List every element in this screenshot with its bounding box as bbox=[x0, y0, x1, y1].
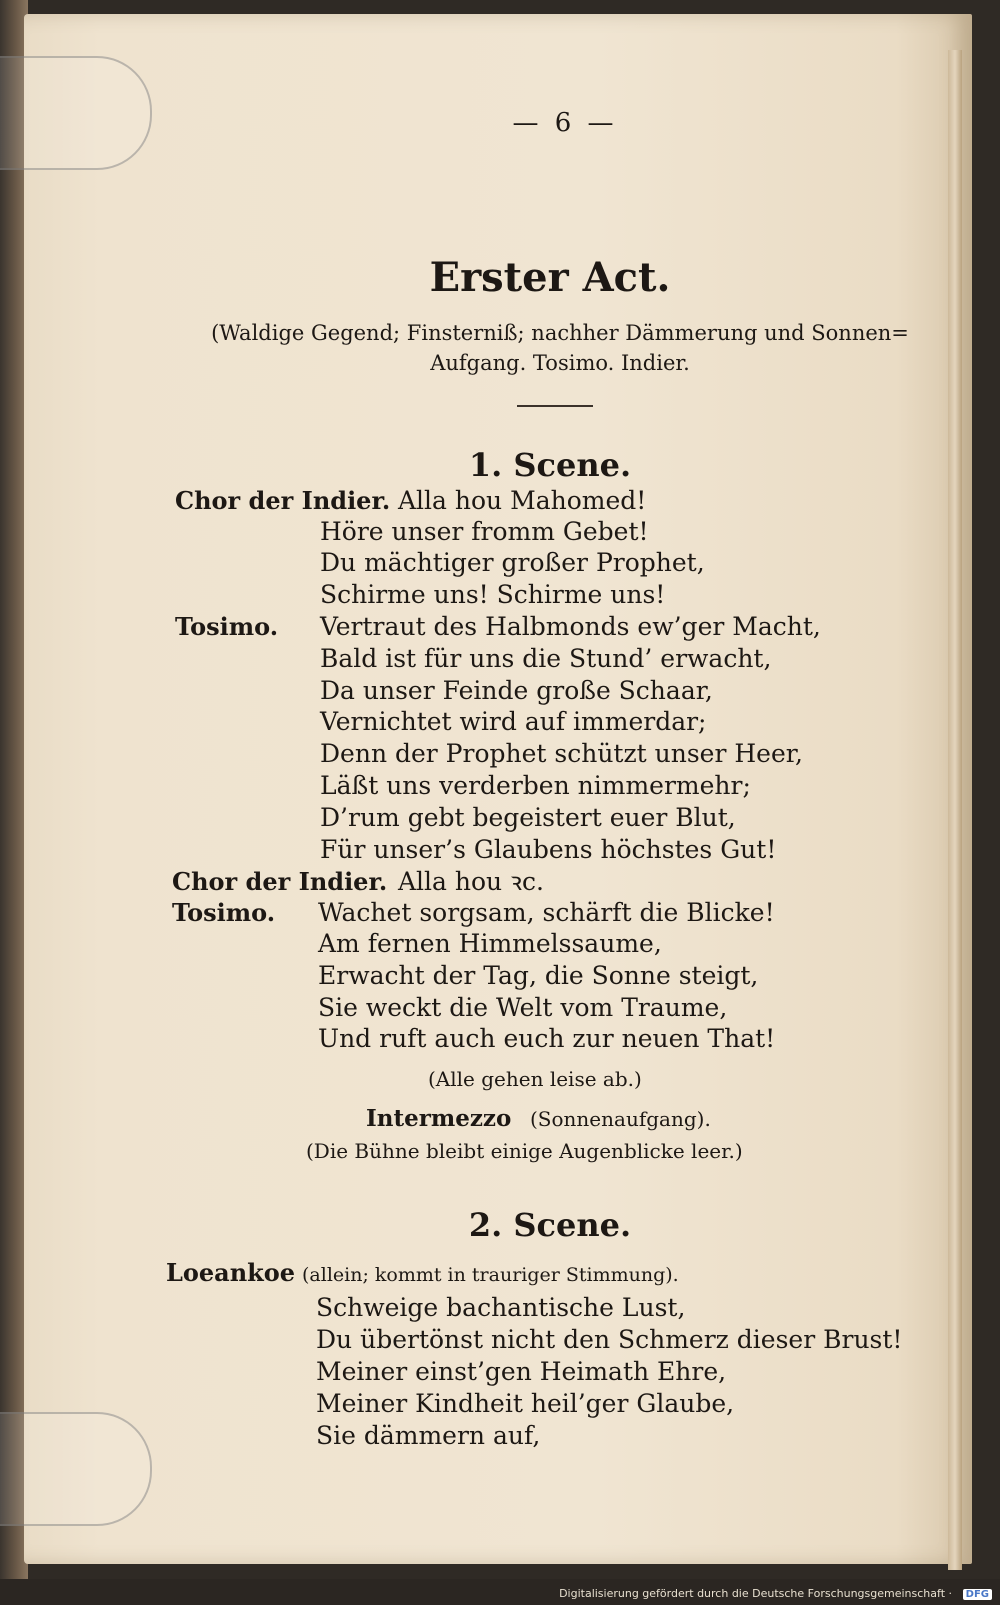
verse-line: Höre unser fromm Gebet! bbox=[320, 517, 649, 546]
verse-line: Meiner Kindheit heil’ger Glaube, bbox=[316, 1389, 735, 1418]
footer-bar bbox=[0, 1579, 1000, 1605]
speaker-label: Chor der Indier. bbox=[172, 867, 388, 896]
verse-line: Vertraut des Halbmonds ew’ger Macht, bbox=[320, 612, 821, 641]
verse-line: Da unser Feinde große Schaar, bbox=[320, 676, 713, 705]
section-divider bbox=[517, 405, 593, 407]
page-number: — 6 — bbox=[512, 108, 618, 138]
verse-line: Schirme uns! Schirme uns! bbox=[320, 580, 666, 609]
verse-line: Denn der Prophet schützt unser Heer, bbox=[320, 739, 803, 768]
verse-line: Vernichtet wird auf immerdar; bbox=[320, 707, 707, 736]
intermezzo-label: Intermezzo bbox=[366, 1105, 512, 1132]
setting-line-1: (Waldige Gegend; Finsterniß; nachher Dämmerung und Sonnen= bbox=[211, 321, 909, 345]
stage-direction: (Die Bühne bleibt einige Augenblicke leer.) bbox=[306, 1139, 743, 1163]
verse-line: Für unser’s Glaubens höchstes Gut! bbox=[320, 835, 777, 864]
speaker-label: Loeankoe bbox=[166, 1258, 296, 1287]
setting-line-2: Aufgang. Tosimo. Indier. bbox=[430, 351, 690, 375]
verse-line: Erwacht der Tag, die Sonne steigt, bbox=[318, 961, 759, 990]
act-title: Erster Act. bbox=[429, 254, 671, 301]
verse-line: Du mächtiger großer Prophet, bbox=[320, 548, 705, 577]
verse-line: Am fernen Himmelssaume, bbox=[318, 929, 662, 958]
verse-line: Wachet sorgsam, schärft die Blicke! bbox=[318, 898, 775, 927]
verse-line: Meiner einst’gen Heimath Ehre, bbox=[316, 1357, 727, 1386]
verse-line: Alla hou Mahomed! bbox=[398, 486, 647, 515]
verse-line: D’rum gebt begeistert euer Blut, bbox=[320, 803, 736, 832]
page-clip-bottom bbox=[0, 1412, 152, 1526]
verse-line: Schweige bachantische Lust, bbox=[316, 1293, 686, 1322]
intermezzo-note: (Sonnenaufgang). bbox=[530, 1107, 711, 1131]
stage-direction: (allein; kommt in trauriger Stimmung). bbox=[302, 1264, 679, 1286]
speaker-label: Tosimo. bbox=[175, 612, 279, 641]
verse-line: Und ruft auch euch zur neuen That! bbox=[318, 1024, 776, 1053]
verse-line: Alla hou ꝛc. bbox=[398, 867, 544, 896]
setting-description bbox=[190, 318, 930, 378]
verse-line: Bald ist für uns die Stund’ erwacht, bbox=[320, 644, 772, 673]
scene-2-heading: 2. Scene. bbox=[468, 1206, 632, 1244]
verse-line: Sie dämmern auf, bbox=[316, 1421, 541, 1450]
dfg-logo: DFG bbox=[963, 1589, 992, 1600]
verse-line: Sie weckt die Welt vom Traume, bbox=[318, 993, 728, 1022]
speaker-label: Chor der Indier. bbox=[175, 486, 391, 515]
verse-line: Du übertönst nicht den Schmerz dieser Brust! bbox=[316, 1325, 903, 1354]
scene-1-heading: 1. Scene. bbox=[468, 446, 632, 484]
verse-line: Läßt uns verderben nimmermehr; bbox=[320, 771, 751, 800]
stage-direction: (Alle gehen leise ab.) bbox=[428, 1067, 642, 1091]
speaker-label: Tosimo. bbox=[172, 898, 276, 927]
footer-credit: Digitalisierung gefördert durch die Deutsche Forschungsgemeinschaft · bbox=[559, 1587, 952, 1600]
